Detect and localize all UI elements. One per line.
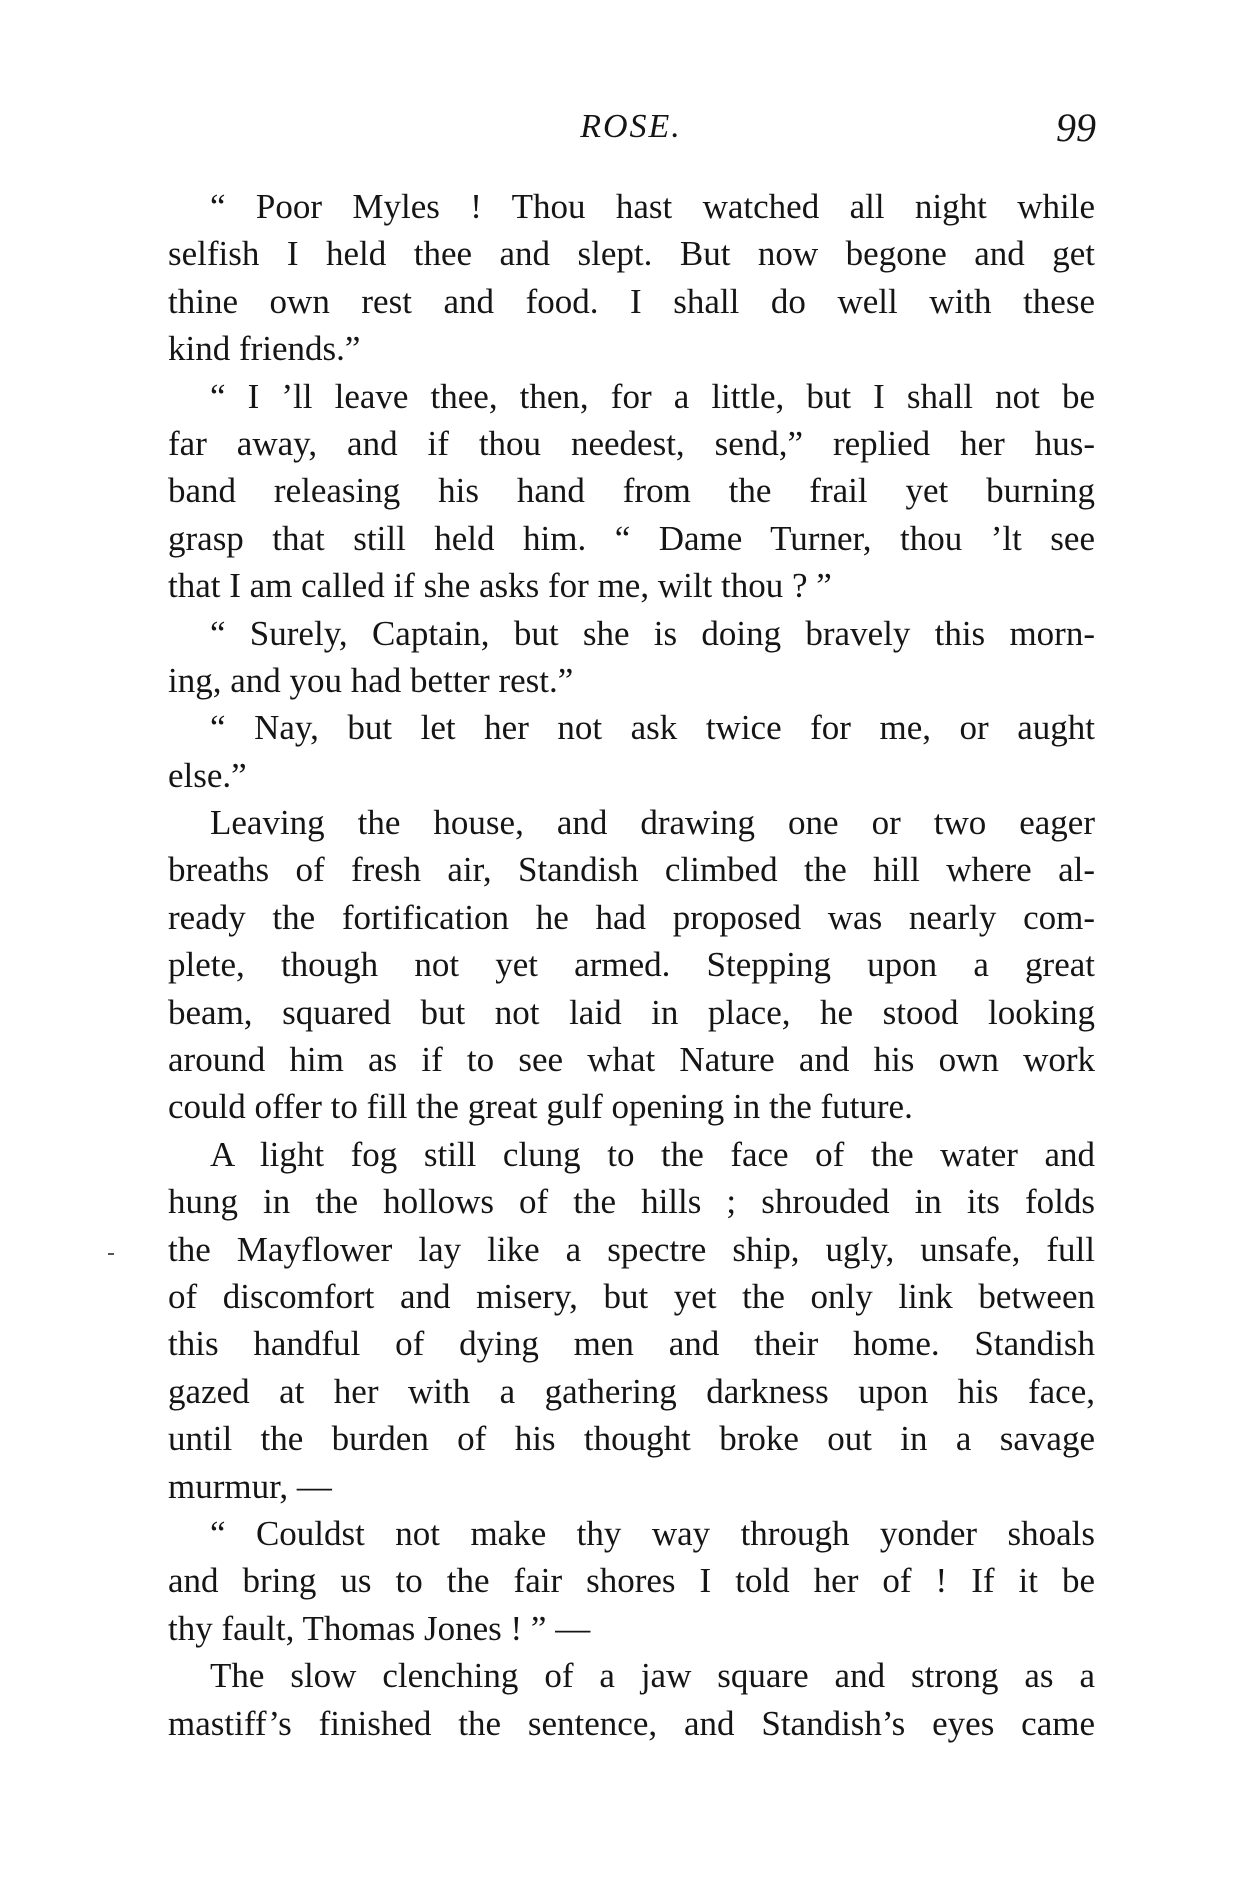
text-line: kind friends.”: [168, 329, 361, 369]
text-line: and bring us to the fair shores I told her of ! If it be: [168, 1561, 1095, 1601]
text-line: selfish I held thee and slept. But now begone and get: [168, 234, 1095, 274]
text-line: else.”: [168, 755, 247, 795]
text-line: of discomfort and misery, but yet the only link between: [168, 1276, 1095, 1316]
text-line: murmur, —: [168, 1466, 332, 1506]
text-line: The slow clenching of a jaw square and strong as a: [210, 1656, 1095, 1696]
text-line: this handful of dying men and their home. Standish: [168, 1324, 1095, 1364]
text-line: could offer to fill the great gulf opening in the future.: [168, 1087, 913, 1127]
text-line: far away, and if thou needest, send,” replied her hus-: [168, 423, 1095, 463]
text-line: thy fault, Thomas Jones ! ” —: [168, 1608, 591, 1648]
running-head: [166, 105, 1096, 152]
text-line: ready the fortification he had proposed was nearly com-: [168, 897, 1095, 937]
text-line: plete, though not yet armed. Stepping upon a great: [168, 945, 1095, 985]
text-line: gazed at her with a gathering darkness upon his face,: [168, 1371, 1095, 1411]
text-line: that I am called if she asks for me, wilt thou ? ”: [168, 566, 832, 606]
text-line: A light fog still clung to the face of the water and: [210, 1134, 1095, 1174]
text-line: band releasing his hand from the frail yet burning: [168, 471, 1095, 511]
text-line: “ Couldst not make thy way through yonder shoals: [210, 1513, 1095, 1553]
text-line: “ Poor Myles ! Thou hast watched all night while: [210, 187, 1095, 226]
text-line: mastiff’s finished the sentence, and Standish’s eyes came: [168, 1703, 1095, 1743]
text-line: breaths of fresh air, Standish climbed the hill where al-: [168, 850, 1095, 890]
page-number: 99: [1056, 105, 1096, 150]
text-line: “ I ’ll leave thee, then, for a little, but I shall not be: [210, 376, 1095, 416]
text-line: around him as if to see what Nature and his own work: [168, 1040, 1095, 1080]
text-line: until the burden of his thought broke out in a savage: [168, 1419, 1095, 1459]
text-line: the Mayflower lay like a spectre ship, ugly, unsafe, full: [168, 1229, 1095, 1269]
text-line: hung in the hollows of the hills ; shrouded in its folds: [168, 1182, 1095, 1222]
text-line: Leaving the house, and drawing one or two eager: [210, 803, 1095, 843]
text-line: grasp that still held him. “ Dame Turner, thou ’lt see: [168, 518, 1095, 558]
text-line: ing, and you had better rest.”: [168, 660, 574, 700]
body-text: [168, 183, 1095, 1747]
text-line: “ Surely, Captain, but she is doing bravely this morn-: [210, 613, 1095, 653]
margin-mark: [108, 1253, 114, 1255]
text-line: beam, squared but not laid in place, he stood looking: [168, 992, 1095, 1032]
running-title: ROSE.: [580, 108, 682, 145]
text-line: thine own rest and food. I shall do well with these: [168, 281, 1095, 321]
text-line: “ Nay, but let her not ask twice for me, or aught: [210, 708, 1095, 748]
